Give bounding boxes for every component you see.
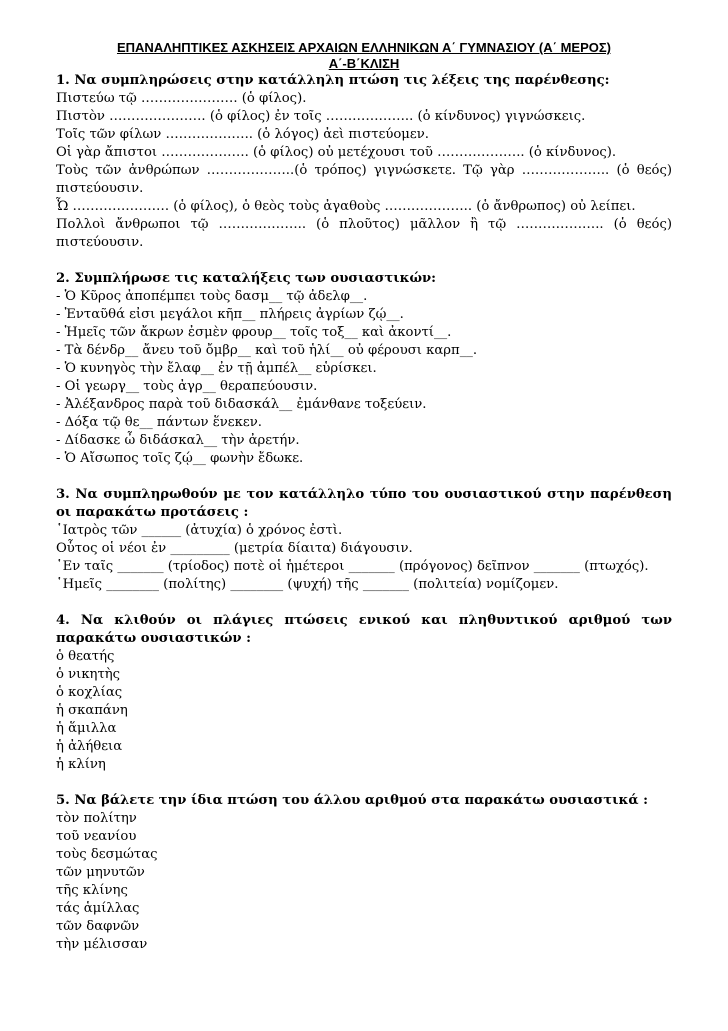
section-4-item: ὁ θεατής	[56, 649, 115, 664]
section-2-item: - Ὁ κυνηγὸς τὴν ἔλαφ__ ἐν τῇ ἀμπέλ__ εὑρίσκει.	[56, 361, 377, 376]
section-3-item: ῾Ιατρὸς τῶν ______ (ἀτυχία) ὁ χρόνος ἐστὶ.	[56, 523, 343, 538]
page-title: ΕΠΑΝΑΛΗΠΤΙΚΕΣ ΑΣΚΗΣΕΙΣ ΑΡΧΑΙΩΝ ΕΛΛΗΝΙΚΩΝ Α΄ ΓΥΜΝΑΣΙΟΥ (Α΄ ΜΕΡΟΣ)	[116, 40, 611, 55]
section-3-item: Οὗτος οἱ νέοι ἐν _________ (μετρία δίαιτα) διάγουσιν.	[56, 541, 413, 556]
section-2-item: - Δίδασκε ὦ διδάσκαλ__ τὴν ἀρετήν.	[56, 433, 300, 448]
section-2-item: - Ὁ Κῦρος ἀποπέμπει τοὺς δασμ__ τῷ ἀδελφ__.	[56, 289, 368, 304]
section-5-item: τῶν μηνυτῶν	[56, 865, 145, 880]
worksheet-page	[56, 40, 672, 954]
section-5-item: τῶν δαφνῶν	[56, 919, 140, 934]
section-1-item: Πιστὸν …………………. (ὁ φίλος) ἐν τοῖς ……………….. (ὁ κίνδυνος) γιγνώσκεις.	[56, 109, 586, 124]
section-1-heading: 1. Να συμπληρώσεις στην κατάλληλη πτώση τις λέξεις της παρένθεσης:	[56, 73, 610, 88]
section-4-item: ἡ κλίνη	[56, 757, 106, 772]
section-5-item: τὸν πολίτην	[56, 811, 137, 826]
section-2-item: - Οἱ γεωργ__ τοὺς ἀγρ__ θεραπεύουσιν.	[56, 379, 318, 394]
section-2-item: - Ἐνταῦθά εἰσι μεγάλοι κῆπ__ πλήρεις ἀγρίων ζῴ__.	[56, 307, 404, 322]
section-2-heading: 2. Συμπλήρωσε τις καταλήξεις των ουσιαστικών:	[56, 271, 437, 286]
section-3-item: ῾Εν ταῖς _______ (τρίοδος) ποτὲ οἱ ἡμέτεροι _______ (πρόγονος) δεῖπνον _______ (πτωχός).	[56, 559, 649, 574]
section-1-item: Οἱ γὰρ ἄπιστοι ……………….. (ὁ φίλος) οὐ μετέχουσι τοῦ ……………….. (ὁ κίνδυνος).	[56, 145, 617, 160]
section-4-item: ὁ νικητὴς	[56, 667, 121, 682]
section-1-item: Τοῖς τῶν φίλων ……………….. (ὁ λόγος) ἀεὶ πιστεύομεν.	[56, 127, 429, 142]
section-2-item: - Ὁ Αἴσωπος τοῖς ζῴ__ φωνὴν ἔδωκε.	[56, 451, 304, 466]
section-5-item: τοῦ νεανίου	[56, 829, 137, 844]
section-4-heading: 4. Να κλιθούν οι πλάγιες πτώσεις ενικού και πληθυντικού αριθμού των παρακάτω ουσιαστικών :	[56, 613, 672, 646]
section-5-item: τοὺς δεσμώτας	[56, 847, 158, 862]
section-5-item: τῆς κλίνης	[56, 883, 128, 898]
section-4-item: ὁ κοχλίας	[56, 685, 123, 700]
section-4-item: ἡ σκαπάνη	[56, 703, 128, 718]
section-2-item: - Ἀλέξανδρος παρὰ τοῦ διδασκάλ__ ἐμάνθανε τοξεύειν.	[56, 397, 427, 412]
section-3-heading: 3. Να συμπληρωθούν με τον κατάλληλο τύπο του ουσιαστικού στην παρένθεση οι παρακάτω προτάσεις :	[56, 487, 672, 520]
section-4-item: ἡ ἅμιλλα	[56, 721, 117, 736]
section-1-item: Πολλοὶ ἄνθρωποι τῷ ……………….. (ὁ πλοῦτος) μᾶλλον ἢ τῷ ……………….. (ὁ θεός) πιστεύουσιν.	[56, 217, 672, 250]
section-5-item: τὴν μέλισσαν	[56, 937, 148, 952]
section-4-item: ἡ ἀλήθεια	[56, 739, 123, 754]
section-1-item: Τοὺς τῶν ἀνθρώπων ………………..(ὁ τρόπος) γιγνώσκετε. Τῷ γὰρ ……………….. (ὁ θεός) πιστεύουσιν.	[56, 163, 672, 196]
section-1-item: Ὦ …………………. (ὁ φίλος), ὁ θεὸς τοὺς ἀγαθοὺς ……………….. (ὁ ἄνθρωπος) οὐ λείπει.	[56, 199, 636, 214]
page-subtitle: Α΄-Β΄ΚΛΙΣΗ	[328, 56, 400, 71]
section-2-item: - Δόξα τῷ θε__ πάντων ἕνεκεν.	[56, 415, 262, 430]
section-2-item: - Ἡμεῖς τῶν ἄκρων ἐσμὲν φρουρ__ τοῖς τοξ__ καὶ ἀκοντί__.	[56, 325, 452, 340]
section-2-item: - Τὰ δένδρ__ ἄνευ τοῦ ὄμβρ__ καὶ τοῦ ἡλί__ οὐ φέρουσι καρπ__.	[56, 343, 478, 358]
section-1-item: Πιστεύω τῷ …………………. (ὁ φίλος).	[56, 91, 307, 106]
section-3-item: ῾Ημεῖς ________ (πολίτης) ________ (ψυχή) τῆς _______ (πολιτεία) νομίζομεν.	[56, 577, 559, 592]
section-5-heading: 5. Να βάλετε την ίδια πτώση του άλλου αριθμού στα παρακάτω ουσιαστικά :	[56, 793, 648, 808]
section-5-item: τάς ἁμίλλας	[56, 901, 140, 916]
